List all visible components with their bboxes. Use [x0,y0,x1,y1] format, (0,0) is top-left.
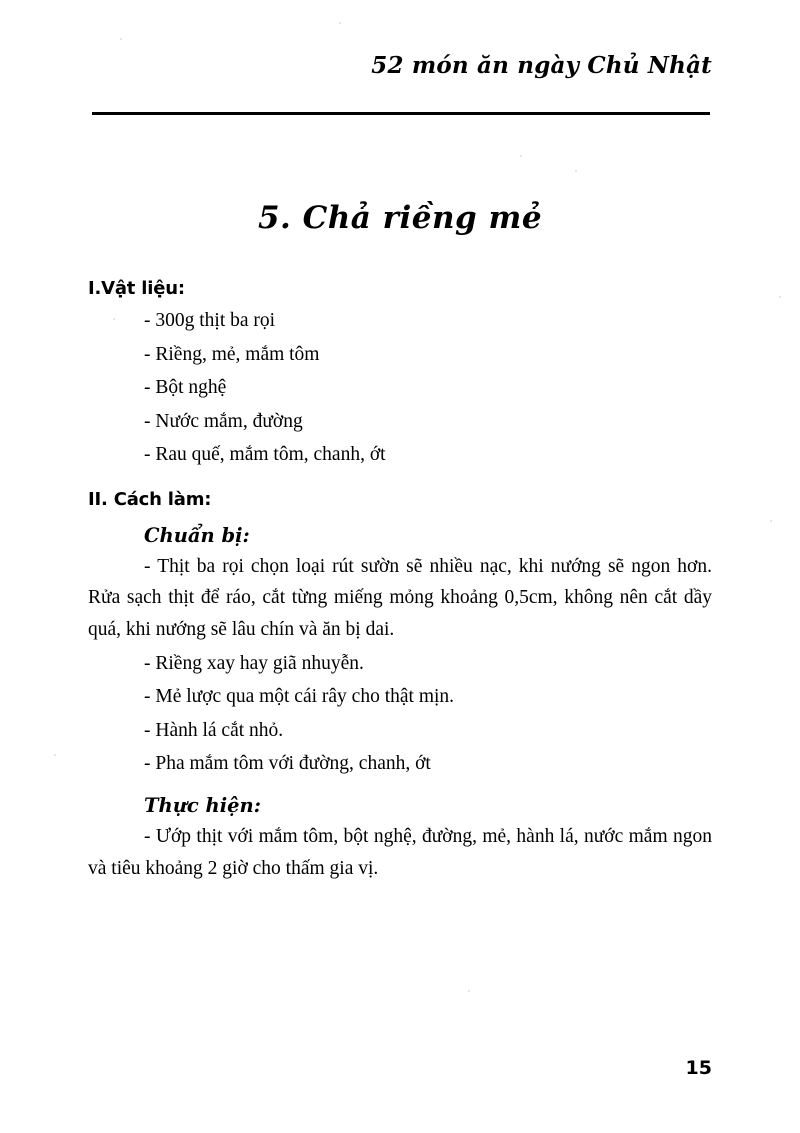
list-item: - Bột nghệ [144,377,227,399]
list-item: - Rau quế, mắm tôm, chanh, ớt [144,444,386,466]
scan-speck [779,296,781,298]
page-number: 15 [685,1057,712,1079]
paragraph: - Ướp thịt với mắm tôm, bột nghệ, đường, mẻ, hành lá, nước mắm ngon và tiêu khoảng 2 giờ cho thấm gia vị. [88,825,712,879]
list-item: - Riềng, mẻ, mắm tôm [144,343,320,365]
list-item: - Riềng xay hay giã nhuyễn. [144,652,364,674]
subsection-heading-preparation: Chuẩn bị: [144,523,250,547]
list-item: - Hành lá cắt nhỏ. [144,719,284,741]
book-title: 52 món ăn ngày Chủ Nhật [371,52,712,79]
section-heading-materials: I.Vật liệu: [88,278,185,299]
list-item: - 300g thịt ba rọi [144,310,276,331]
scan-speck [120,38,122,40]
page-title: 5. Chả riềng mẻ [257,200,543,236]
list-item: - Nước mắm, đường [144,410,303,432]
scan-speck [468,990,470,992]
section-heading-method: II. Cách làm: [88,488,212,510]
scan-speck [520,155,522,157]
list-item: - Pha mắm tôm với đường, chanh, ớt [144,753,431,775]
list-item: - Mẻ lược qua một cái rây cho thật mịn. [144,686,455,708]
subsection-heading-execution: Thực hiện: [144,793,261,817]
paragraph: - Thịt ba rọi chọn loại rút sườn sẽ nhiều nạc, khi nướng sẽ ngon hơn. Rửa sạch thịt để ráo, cắt từng miếng mỏng khoảng 0,5cm, không nên cắt dầy quá, khi nướng sẽ lâu chín và ăn bị dai. [88,555,712,641]
recipe-body [88,278,712,884]
scan-speck [770,520,772,522]
header-divider [92,112,710,115]
scan-speck [54,754,56,756]
running-header [92,52,712,79]
scan-speck [575,170,577,172]
scan-speck [339,22,341,24]
